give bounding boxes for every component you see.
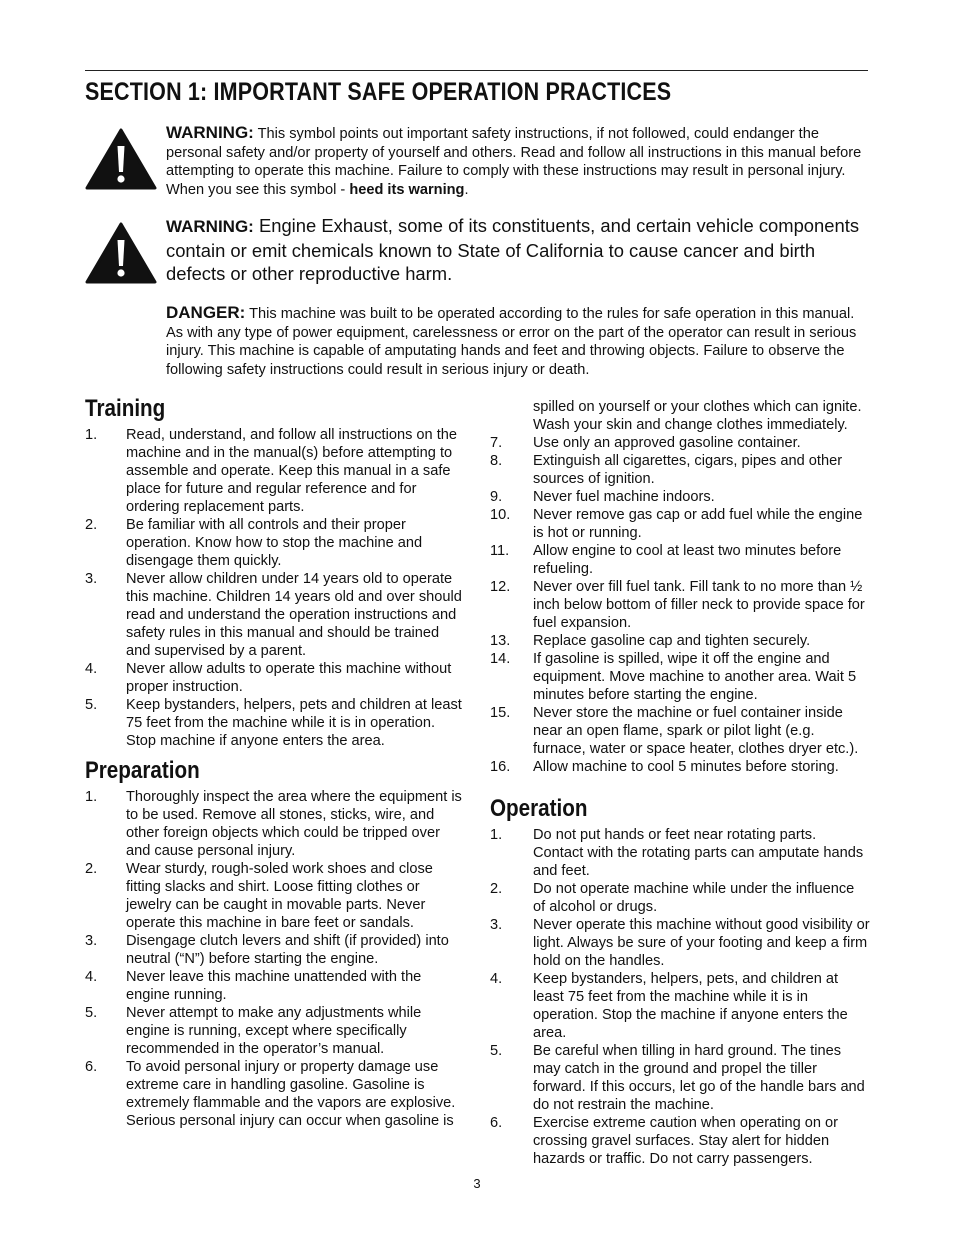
list-item (85, 860, 465, 932)
list-item (490, 632, 870, 650)
item-text: Do not operate machine while under the influence of alcohol or drugs. (533, 881, 855, 915)
item-text: Never over fill fuel tank. Fill tank to no more than ½ inch below bottom of filler neck to provide space for fuel expansion. (533, 579, 865, 631)
page-number: 3 (473, 1176, 481, 1191)
item-text: Extinguish all cigarettes, cigars, pipes and other sources of ignition. (533, 453, 843, 487)
list-item (85, 570, 465, 660)
list-item (490, 970, 870, 1042)
item-text: Replace gasoline cap and tighten securely. (533, 633, 811, 649)
right-column (490, 398, 870, 1168)
item-number: 8. (490, 453, 503, 469)
item-number: 5. (85, 1005, 98, 1021)
item-text: Never leave this machine unattended with the engine running. (126, 969, 422, 1003)
warning-text: This symbol points out important safety instructions, if not followed, could endanger the personal safety and/or property of yourself and others. Read and follow all instructions in this manual before attempting to operate this machine. Failure to comply with these instructions may result in personal injury. When you see this symbol - (166, 126, 862, 198)
item-text: Read, understand, and follow all instructions on the machine and in the manual(s) before attempting to assemble and operate. Keep this manual in a safe place for future and regular reference and for ordering replacement parts. (126, 427, 457, 515)
item-text: To avoid personal injury or property damage use extreme care in handling gasoline. Gasoline is extremely flammable and the vapors are explosive. Serious personal injury can occur when gasoline is (126, 1059, 456, 1129)
item-number: 4. (85, 661, 98, 677)
heed-warning-text: heed its warning (349, 181, 465, 198)
list-item (490, 434, 870, 452)
left-column (85, 394, 465, 1130)
preparation-list (85, 788, 465, 1130)
item-number: 3. (85, 933, 98, 949)
list-item (85, 968, 465, 1004)
item-number: 2. (490, 881, 503, 897)
item-text: Keep bystanders, helpers, pets and children at least 75 feet from the machine while it is in operation. Stop machine if anyone enters the area. (126, 697, 462, 749)
item-text: Never operate this machine without good visibility or light. Always be sure of your footing and keep a firm hold on the handles. (533, 917, 870, 969)
item-number: 14. (490, 651, 511, 667)
list-item (85, 696, 465, 750)
list-item (490, 650, 870, 704)
item-number: 1. (490, 827, 503, 843)
item-text: Never allow children under 14 years old to operate this machine. Children 14 years old and over should read and understand the operation instructions and safety rules in this manual and should be trained and supervised by a parent. (126, 571, 462, 659)
item-number: 15. (490, 705, 511, 721)
item-number: 4. (490, 971, 503, 987)
list-item (490, 452, 870, 488)
preparation-list-continued (490, 434, 870, 776)
list-item (490, 1114, 870, 1168)
item-text: Be careful when tilling in hard ground. The tines may catch in the ground and propel the tiller forward. If this occurs, let go of the handle bars and do not restrain the machine. (533, 1043, 865, 1113)
list-item (490, 542, 870, 578)
item-number: 6. (490, 1115, 503, 1131)
list-item (490, 758, 870, 776)
item-text: Wear sturdy, rough-soled work shoes and close fitting slacks and shirt. Loose fitting clothes or jewelry can be caught in movable parts. Never operate this machine in bare feet or sandals. (126, 861, 433, 931)
warning-notice-2 (166, 214, 866, 286)
item-number: 2. (85, 861, 98, 877)
item-text: Never store the machine or fuel container inside near an open flame, spark or pilot light (e.g. furnace, water or space heater, clothes dryer etc.). (533, 705, 859, 757)
list-item (85, 1058, 465, 1130)
item-number: 4. (85, 969, 98, 985)
item-text: Never attempt to make any adjustments while engine is running, except where specifically recommended in the operator’s manual. (126, 1005, 422, 1057)
item-text: If gasoline is spilled, wipe it off the engine and equipment. Move machine to another area. Wait 5 minutes before starting the engine. (533, 651, 857, 703)
warning-triangle-icon (85, 128, 157, 190)
item-text: Exercise extreme caution when operating on or crossing gravel surfaces. Stay alert for hidden hazards or traffic. Do not carry passengers. (533, 1115, 839, 1167)
list-item (85, 932, 465, 968)
section-title: SECTION 1: IMPORTANT SAFE OPERATION PRACTICES (85, 78, 672, 106)
item-text: Keep bystanders, helpers, pets, and children at least 75 feet from the machine while it is in operation. Stop the machine if anyone enters the area. (533, 971, 848, 1041)
item-text: Disengage clutch levers and shift (if provided) into neutral (“N”) before starting the engine. (126, 933, 449, 967)
item-text: Be familiar with all controls and their proper operation. Know how to stop the machine and disengage them quickly. (126, 517, 423, 569)
item-text: Use only an approved gasoline container. (533, 435, 801, 451)
item-number: 10. (490, 507, 511, 523)
operation-heading: Operation (490, 795, 588, 822)
list-item (490, 506, 870, 542)
danger-notice (166, 304, 866, 379)
item-text: Allow engine to cool at least two minutes before refueling. (533, 543, 842, 577)
warning-label: WARNING: (166, 217, 254, 236)
item-number: 11. (490, 543, 510, 559)
item-number: 12. (490, 579, 511, 595)
warning-triangle-icon (85, 222, 157, 284)
training-list (85, 426, 465, 750)
warning-label: WARNING: (166, 123, 254, 142)
item-number: 1. (85, 789, 98, 805)
list-item (490, 826, 870, 880)
item-number: 13. (490, 633, 511, 649)
list-item (490, 880, 870, 916)
item-text: Thoroughly inspect the area where the equipment is to be used. Remove all stones, sticks, wire, and other foreign objects which could be tripped over and cause personal injury. (126, 789, 462, 859)
danger-text: This machine was built to be operated according to the rules for safe operation in this manual. As with any type of power equipment, carelessness or error on the part of the operator can result in serious injury. This machine is capable of amputating hands and feet and throwing objects. Failure to observe the following safety instructions could result in serious injury or death. (166, 306, 857, 378)
training-heading: Training (85, 395, 166, 422)
continued-text: spilled on yourself or your clothes which can ignite. Wash your skin and change clothes immediately. (533, 399, 862, 433)
item-text: Allow machine to cool 5 minutes before storing. (533, 759, 839, 775)
list-item (490, 1042, 870, 1114)
list-item (490, 488, 870, 506)
item-number: 3. (85, 571, 98, 587)
warning-text: Engine Exhaust, some of its constituents, and certain vehicle components contain or emit chemicals known to State of California to cause cancer and birth defects or other reproductive harm. (166, 215, 860, 284)
item-number: 5. (490, 1043, 503, 1059)
warning-tail: . (464, 181, 469, 198)
item-number: 7. (490, 435, 503, 451)
list-item (85, 788, 465, 860)
item-number: 2. (85, 517, 98, 533)
item-number: 5. (85, 697, 98, 713)
list-item (490, 916, 870, 970)
item-text: Never remove gas cap or add fuel while the engine is hot or running. (533, 507, 863, 541)
list-item (85, 1004, 465, 1058)
item-number: 6. (85, 1059, 98, 1075)
item-number: 1. (85, 427, 98, 443)
top-rule (85, 70, 868, 71)
list-item (490, 704, 870, 758)
item-number: 9. (490, 489, 503, 505)
operation-list (490, 826, 870, 1168)
danger-label: DANGER: (166, 303, 246, 322)
item-text: Never fuel machine indoors. (533, 489, 715, 505)
list-item (490, 578, 870, 632)
item-text: Never allow adults to operate this machine without proper instruction. (126, 661, 452, 695)
item-number: 16. (490, 759, 511, 775)
item-number: 3. (490, 917, 503, 933)
list-item (85, 516, 465, 570)
item-text: Do not put hands or feet near rotating parts. Contact with the rotating parts can amputate hands and feet. (533, 827, 864, 879)
list-item (85, 426, 465, 516)
list-item (85, 660, 465, 696)
warning-notice-1 (166, 124, 866, 199)
preparation-heading: Preparation (85, 757, 200, 784)
